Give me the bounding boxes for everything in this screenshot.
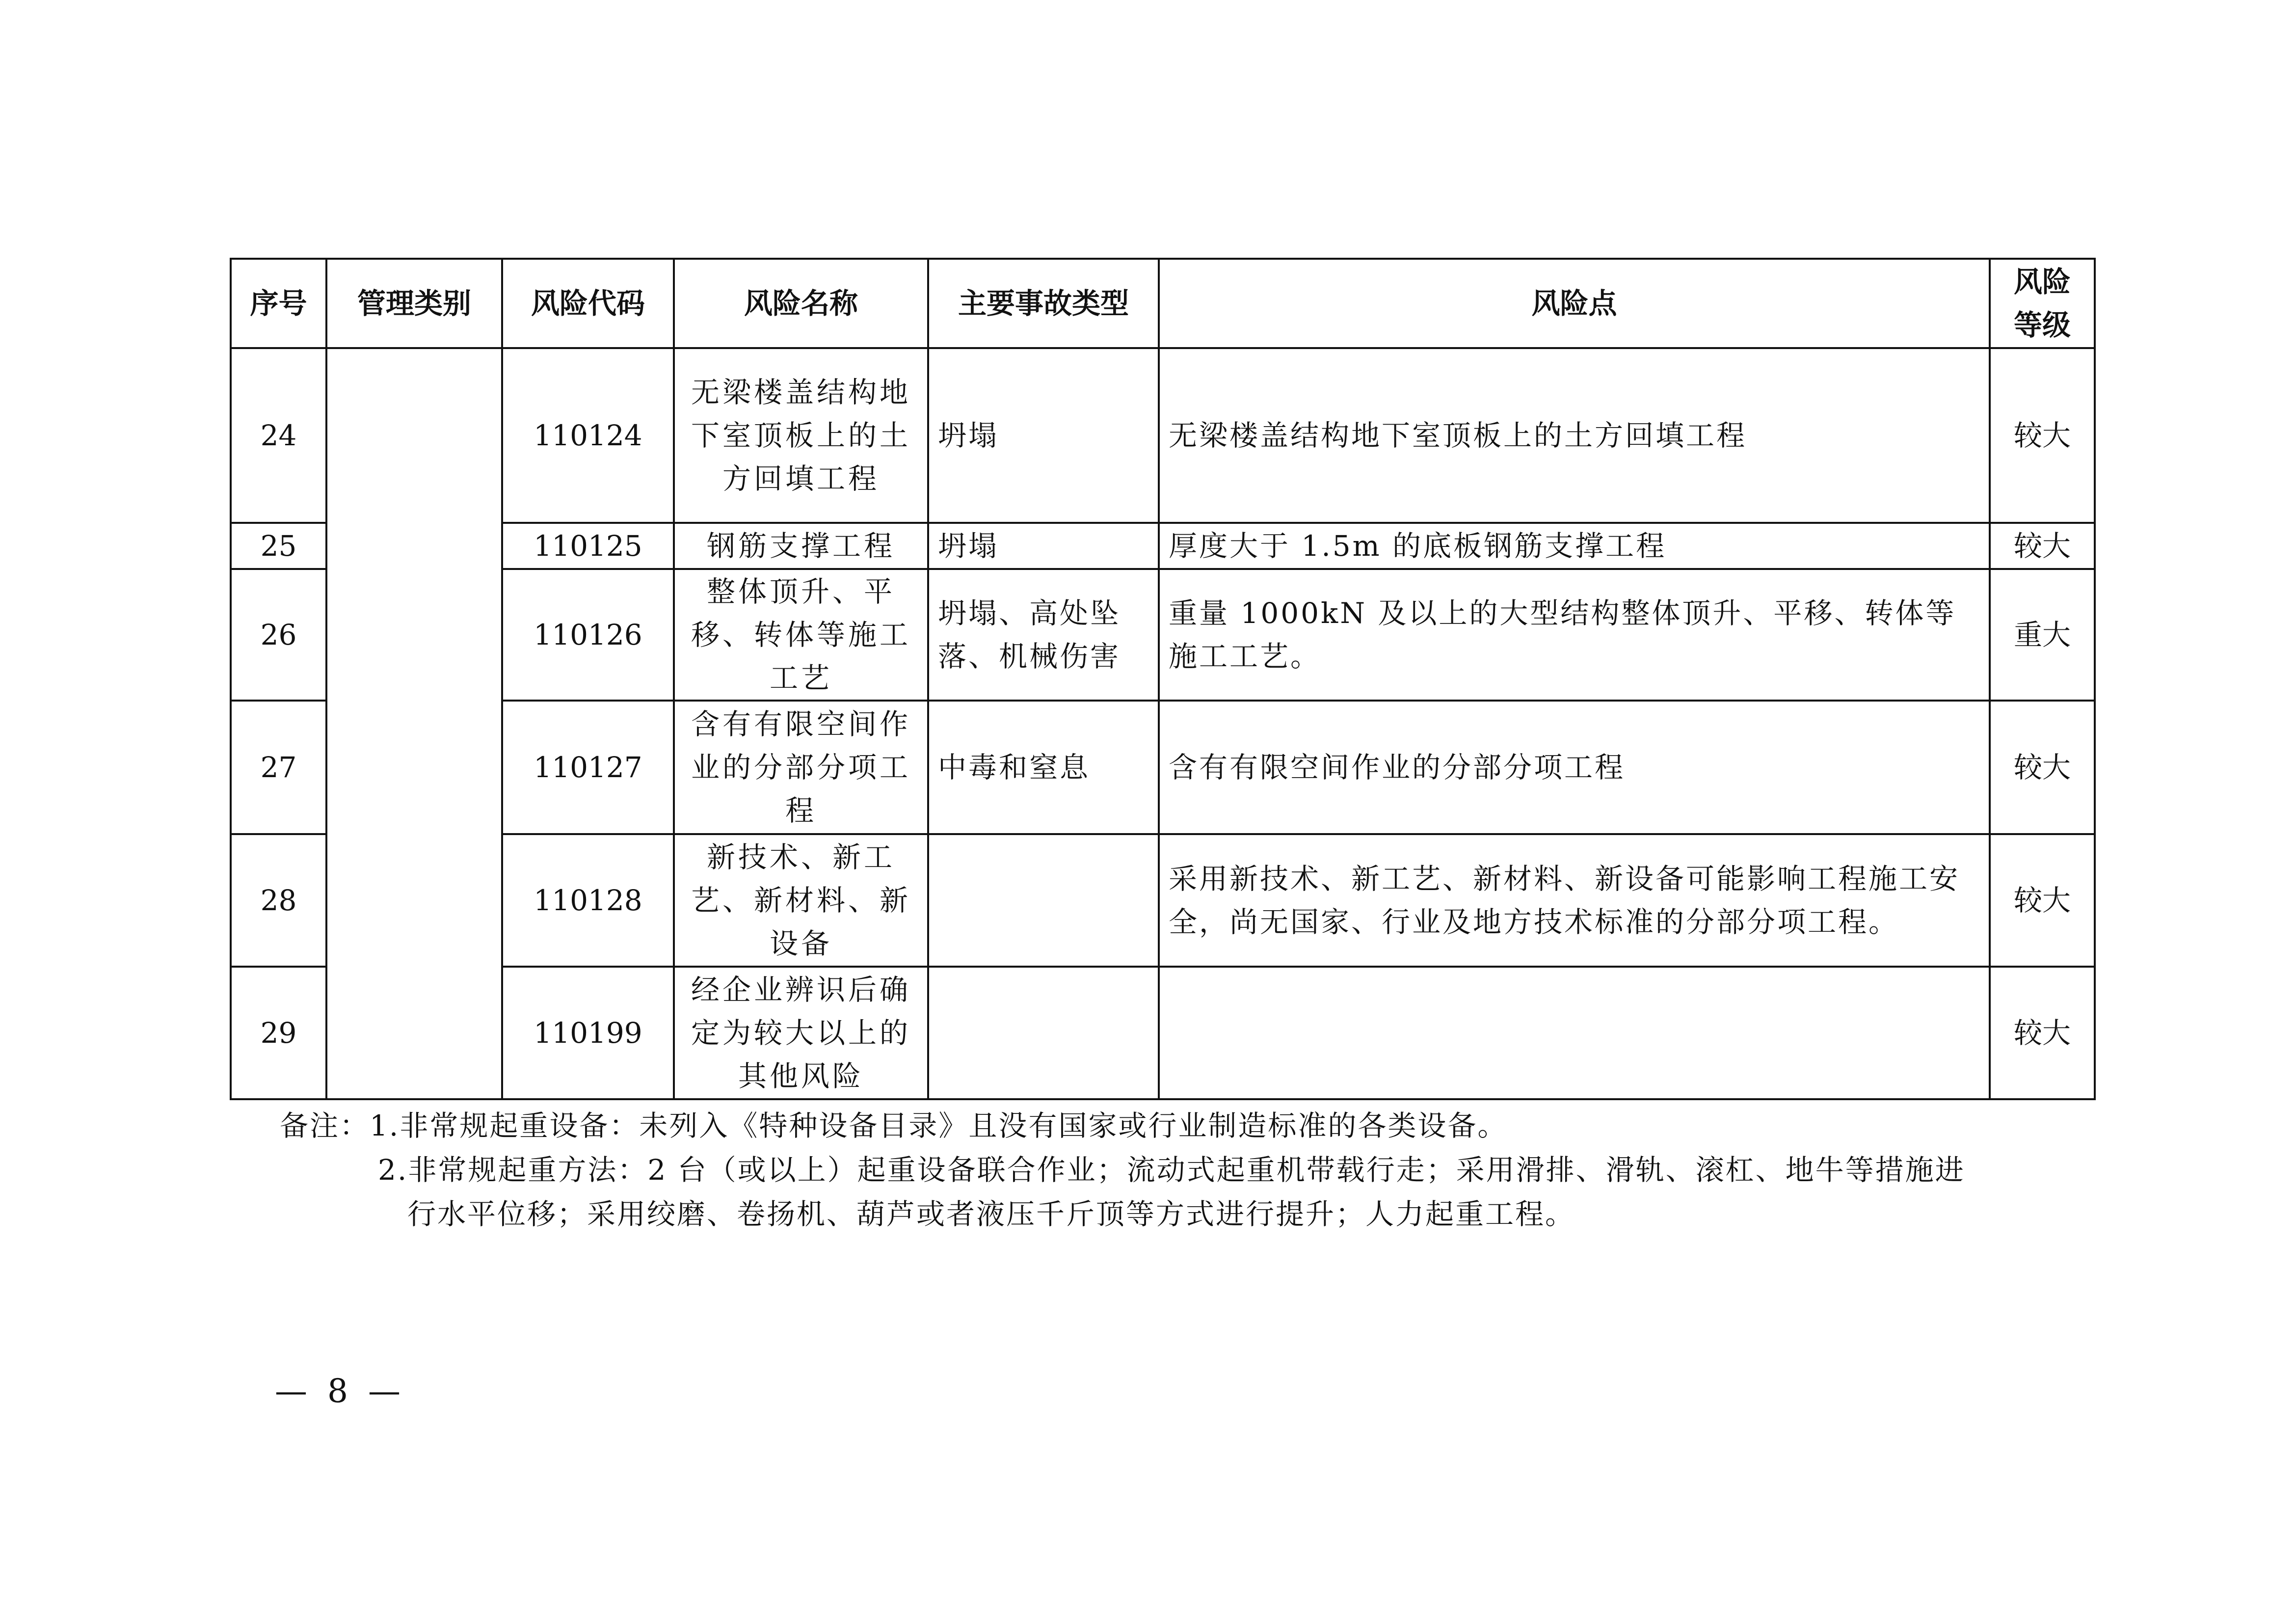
cell-point: 采用新技术、新工艺、新材料、新设备可能影响工程施工安全，尚无国家、行业及地方技术标准的分部分项工程。 — [1159, 834, 1990, 967]
cell-level: 重大 — [1990, 569, 2095, 701]
cell-level: 较大 — [1990, 834, 2095, 967]
cell-code: 110199 — [502, 967, 674, 1099]
table-row — [231, 834, 2095, 967]
cell-accident: 中毒和窒息 — [928, 701, 1159, 834]
cell-code: 110128 — [502, 834, 674, 967]
page-number: — 8 — — [275, 1372, 405, 1410]
cell-category — [326, 348, 502, 1099]
table-row — [231, 701, 2095, 834]
cell-accident: 坍塌 — [928, 523, 1159, 569]
cell-no: 29 — [231, 967, 326, 1099]
header-level: 风险等级 — [1990, 259, 2095, 348]
header-point: 风险点 — [1159, 259, 1990, 348]
table-row — [231, 523, 2095, 569]
cell-name: 经企业辨识后确定为较大以上的其他风险 — [674, 967, 928, 1099]
cell-accident — [928, 834, 1159, 967]
cell-point — [1159, 967, 1990, 1099]
table-row — [231, 967, 2095, 1099]
cell-name: 无梁楼盖结构地下室顶板上的土方回填工程 — [674, 348, 928, 523]
cell-point: 含有有限空间作业的分部分项工程 — [1159, 701, 1990, 834]
cell-no: 27 — [231, 701, 326, 834]
cell-no: 25 — [231, 523, 326, 569]
header-name: 风险名称 — [674, 259, 928, 348]
cell-code: 110124 — [502, 348, 674, 523]
cell-code: 110126 — [502, 569, 674, 701]
risk-table — [230, 258, 2096, 1100]
header-code: 风险代码 — [502, 259, 674, 348]
cell-accident — [928, 967, 1159, 1099]
cell-accident: 坍塌 — [928, 348, 1159, 523]
cell-name: 钢筋支撑工程 — [674, 523, 928, 569]
cell-level: 较大 — [1990, 701, 2095, 834]
cell-point: 厚度大于 1.5m 的底板钢筋支撑工程 — [1159, 523, 1990, 569]
header-accident: 主要事故类型 — [928, 259, 1159, 348]
note-2-line-1: 2.非常规起重方法：2 台（或以上）起重设备联合作业；流动式起重机带载行走；采用滑排、滑轨、滚杠、地牛等措施进 — [378, 1153, 1965, 1187]
cell-code: 110125 — [502, 523, 674, 569]
cell-accident: 坍塌、高处坠落、机械伤害 — [928, 569, 1159, 701]
cell-level: 较大 — [1990, 348, 2095, 523]
cell-point: 重量 1000kN 及以上的大型结构整体顶升、平移、转体等施工工艺。 — [1159, 569, 1990, 701]
table-header-row — [231, 259, 2095, 348]
cell-name: 含有有限空间作业的分部分项工程 — [674, 701, 928, 834]
cell-name: 新技术、新工艺、新材料、新设备 — [674, 834, 928, 967]
cell-no: 26 — [231, 569, 326, 701]
table-row — [231, 569, 2095, 701]
notes-section — [280, 1104, 2106, 1236]
note-2-line-2: 行水平位移；采用绞磨、卷扬机、葫芦或者液压千斤顶等方式进行提升；人力起重工程。 — [407, 1197, 1575, 1231]
header-no: 序号 — [231, 259, 326, 348]
cell-point: 无梁楼盖结构地下室顶板上的土方回填工程 — [1159, 348, 1990, 523]
cell-no: 28 — [231, 834, 326, 967]
cell-no: 24 — [231, 348, 326, 523]
header-category: 管理类别 — [326, 259, 502, 348]
cell-name: 整体顶升、平移、转体等施工工艺 — [674, 569, 928, 701]
note-1: 备注：1.非常规起重设备：未列入《特种设备目录》且没有国家或行业制造标准的各类设备。 — [280, 1109, 1508, 1142]
table-row — [231, 348, 2095, 523]
cell-level: 较大 — [1990, 967, 2095, 1099]
cell-code: 110127 — [502, 701, 674, 834]
cell-level: 较大 — [1990, 523, 2095, 569]
